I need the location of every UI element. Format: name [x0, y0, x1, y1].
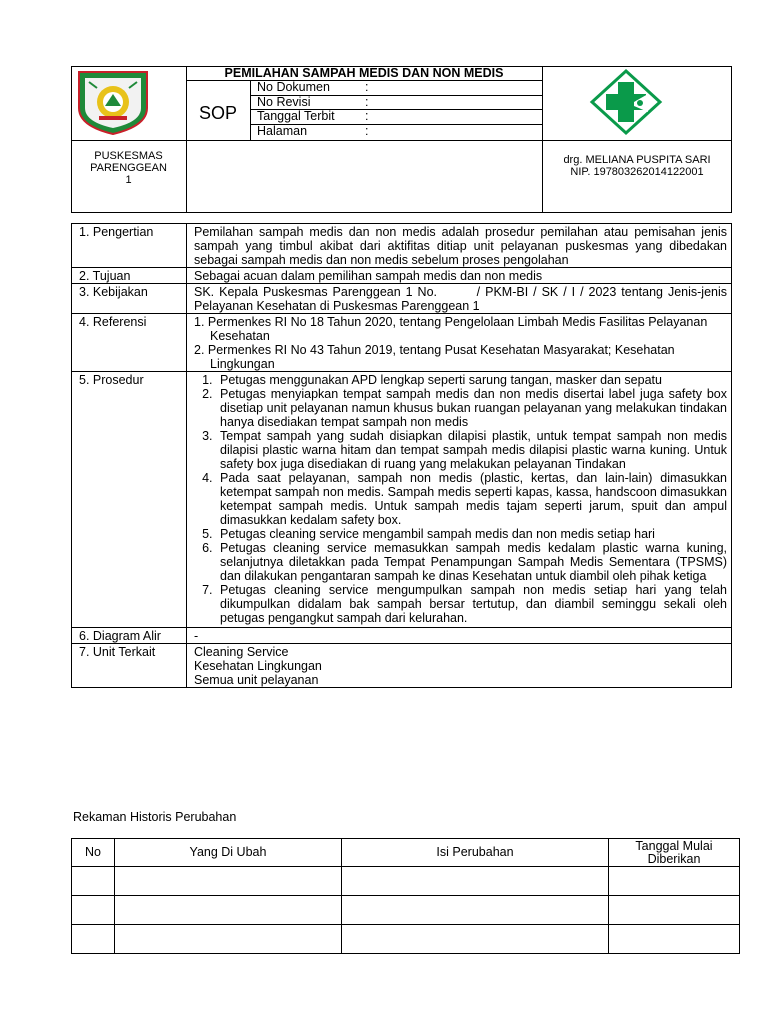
meta-row: [250, 109, 542, 124]
section-row: [72, 224, 732, 268]
section-row: [72, 628, 732, 644]
history-table: [71, 838, 740, 954]
procedure-step: 7. Petugas cleaning service mengumpulkan sampah non medis setiap hari yang telah dikumpulkan didalam bak sampah bersar tertutup, dan diambil seminggu sekali oleh petugas pengangkut sampah dari kelurahan.: [216, 583, 727, 625]
meta-label: No Dokumen: [257, 80, 330, 94]
history-title: Rekaman Historis Perubahan: [73, 810, 237, 824]
reference-item: 1. Permenkes RI No 18 Tahun 2020, tentang Pengelolaan Limbah Medis Fasilitas Pelayanan Kesehatan: [194, 315, 708, 343]
signatory: [542, 140, 732, 213]
section-body: [187, 314, 732, 372]
organization-name: [71, 140, 186, 213]
meta-label: No Revisi: [257, 95, 311, 109]
procedure-step: 1. Petugas menggunakan APD lengkap seperti sarung tangan, masker dan sepatu: [216, 373, 727, 387]
sop-label: SOP: [198, 103, 237, 123]
meta-colon: :: [365, 95, 369, 109]
section-text: -: [187, 628, 732, 644]
procedure-list: [194, 373, 727, 625]
column-header: Yang Di Ubah: [115, 839, 342, 867]
section-label: 3. Kebijakan: [72, 284, 187, 314]
section-row: [72, 268, 732, 284]
regency-emblem-logo: [75, 68, 151, 136]
section-body: [187, 372, 732, 628]
column-header: No: [72, 839, 115, 867]
section-label: 5. Prosedur: [72, 372, 187, 628]
section-row: [72, 644, 732, 688]
org-line: 1: [125, 174, 132, 186]
signer-name: drg. MELIANA PUSPITA SARI: [563, 154, 711, 166]
procedure-step: 5. Petugas cleaning service mengambil sampah medis dan non medis setiap hari: [216, 527, 727, 541]
section-label: 4. Referensi: [72, 314, 187, 372]
section-row: [72, 314, 732, 372]
column-header: Tanggal Mulai Diberikan: [609, 839, 740, 867]
history-cell: [115, 925, 342, 954]
procedure-step: 6. Petugas cleaning service memasukkan sampah medis kedalam plastic warna kuning, selanjutnya diletakkan pada Tempat Penampungan Sampah Medis Sementara (TPSMS) dan dilakukan pengantaran sampah ke dinas Kesehatan untuk diambil oleh pihak ketiga: [216, 541, 727, 583]
section-text: Sebagai acuan dalam pemilihan sampah medis dan non medis: [187, 268, 732, 284]
history-cell: [72, 896, 115, 925]
history-header-row: [72, 839, 740, 867]
procedure-step: 2. Petugas menyiapkan tempat sampah medis dan non medis disertai label juga safety box disetiap unit pelayanan namun khusus bukan ruangan pelayanan yang melakukan tindakan hanya disediakan tempat sampah non medis: [216, 387, 727, 429]
history-row: [72, 925, 740, 954]
section-text: Pemilahan sampah medis dan non medis adalah prosedur pemilahan atau pemisahan jenis sampah yang timbul akibat dari aktifitas ditiap unit pelayanan puskesmas yang dibedakan sebagai sampah medis dan non medis sebelum proses pengolahan: [187, 224, 732, 268]
section-body: [187, 644, 732, 688]
unit-item: Kesehatan Lingkungan: [194, 659, 322, 673]
history-cell: [115, 867, 342, 896]
sop-content-table: [71, 223, 732, 688]
history-cell: [342, 925, 609, 954]
meta-colon: :: [365, 124, 369, 138]
section-label: 6. Diagram Alir: [72, 628, 187, 644]
section-row: [72, 284, 732, 314]
section-label: 1. Pengertian: [72, 224, 187, 268]
meta-label: Halaman: [257, 124, 308, 138]
history-cell: [609, 896, 740, 925]
puskesmas-logo: [588, 68, 664, 136]
meta-colon: :: [365, 80, 369, 94]
section-text: SK. Kepala Puskesmas Parenggean 1 No. / PKM-BI / SK / I / 2023 tentang Jenis-jenis Pelayanan Kesehatan di Puskesmas Parenggean 1: [187, 284, 732, 314]
history-cell: [72, 867, 115, 896]
history-cell: [342, 867, 609, 896]
history-row: [72, 896, 740, 925]
unit-item: Semua unit pelayanan: [194, 673, 319, 687]
history-cell: [72, 925, 115, 954]
reference-item: 2. Permenkes RI No 43 Tahun 2019, tentang Pusat Kesehatan Masyarakat; Kesehatan Lingkungan: [194, 343, 675, 371]
column-header: Isi Perubahan: [342, 839, 609, 867]
history-cell: [609, 867, 740, 896]
history-cell: [609, 925, 740, 954]
section-row: [72, 372, 732, 628]
document-title: PEMILAHAN SAMPAH MEDIS DAN NON MEDIS: [224, 66, 504, 80]
meta-row: [250, 95, 542, 110]
signer-nip: NIP. 197803262014122001: [570, 166, 704, 178]
procedure-step: 3. Tempat sampah yang sudah disiapkan dilapisi plastik, untuk tempat sampah non medis dilapisi plastic warna hitam dan tempat sampah medis dilapisi plastic warna kuning. Untuk safety box juga disediakan di ruang yang melakukan pelayanan Tindakan: [216, 429, 727, 471]
meta-colon: :: [365, 109, 369, 123]
meta-row: [250, 124, 542, 139]
meta-label: Tanggal Terbit: [257, 109, 335, 123]
org-line: PUSKESMAS: [94, 150, 163, 162]
org-line: PARENGGEAN: [90, 162, 167, 174]
procedure-step: 4. Pada saat pelayanan, sampah non medis (plastic, kertas, dan lain-lain) dimasukkan ketempat sampah non medis. Sampah medis seperti kapas, kassa, handscoon dimasukkan ketempat sampah medis. Untuk sampah medis tajam seperti jarum, spuit dan ampul dimasukkan kedalam safety box.: [216, 471, 727, 527]
history-cell: [115, 896, 342, 925]
section-label: 7. Unit Terkait: [72, 644, 187, 688]
unit-item: Cleaning Service: [194, 645, 289, 659]
history-cell: [342, 896, 609, 925]
meta-row: [250, 80, 542, 95]
history-row: [72, 867, 740, 896]
section-label: 2. Tujuan: [72, 268, 187, 284]
